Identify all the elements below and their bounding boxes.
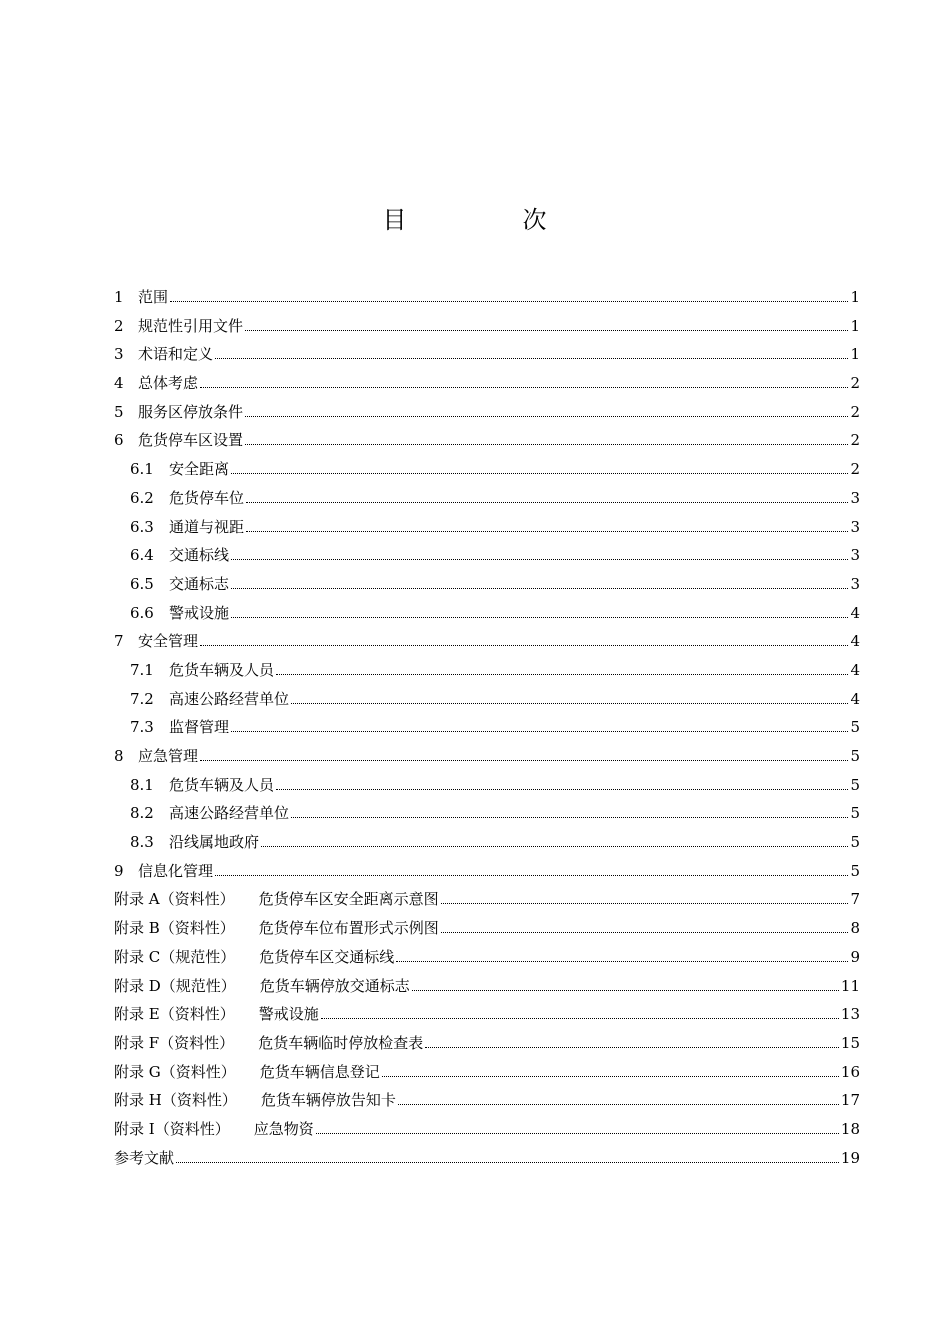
- toc-leader-dots: [441, 903, 849, 904]
- toc-entry-number: 附录 I（资料性）: [114, 1119, 230, 1138]
- toc-entry-title: 信息化管理: [138, 861, 214, 880]
- toc-entry-number: 6.2: [130, 488, 154, 507]
- toc-entry[interactable]: [114, 857, 860, 886]
- toc-entry-number: 7: [114, 632, 124, 651]
- toc-entry-title: 警戒设施: [169, 603, 230, 622]
- toc-entry[interactable]: [114, 885, 860, 914]
- toc-entry[interactable]: [114, 455, 860, 484]
- toc-entry[interactable]: [114, 1086, 860, 1115]
- toc-leader-dots: [261, 846, 848, 847]
- toc-entry-number: 6.3: [130, 517, 154, 536]
- toc-entry-title: 危货停车位布置形式示例图: [258, 919, 439, 938]
- toc-leader-dots: [200, 760, 848, 761]
- toc-entry-title: 高速公路经营单位: [169, 689, 290, 708]
- toc-entry[interactable]: [114, 914, 860, 943]
- toc-entry-title: 服务区停放条件: [138, 402, 244, 421]
- toc-entry-title: 交通标线: [169, 546, 230, 565]
- toc-entry-title: 应急物资: [253, 1119, 314, 1138]
- toc-entry-number: 附录 D（规范性）: [114, 976, 236, 995]
- toc-entry-number: 9: [114, 861, 124, 880]
- toc-entry-number: 8.2: [130, 804, 154, 823]
- toc-entry[interactable]: [114, 742, 860, 771]
- toc-entry-page: 3: [850, 574, 860, 593]
- toc-leader-dots: [291, 703, 848, 704]
- toc-leader-dots: [412, 990, 839, 991]
- toc-entry-title: 危货车辆及人员: [169, 775, 275, 794]
- toc-entry[interactable]: [114, 799, 860, 828]
- toc-entry-page: 5: [850, 747, 860, 765]
- toc-leader-dots: [425, 1047, 839, 1048]
- toc-entry-page: 2: [850, 402, 860, 421]
- toc-entry-title: 危货停车区交通标线: [259, 947, 395, 966]
- toc-entry-number: 6: [114, 431, 124, 450]
- toc-leader-dots: [200, 645, 848, 646]
- toc-entry-title: 通道与视距: [169, 517, 245, 536]
- toc-entry-page: 4: [850, 603, 860, 622]
- toc-entry-page: 4: [850, 660, 860, 679]
- toc-entry-page: 19: [840, 1148, 860, 1167]
- toc-entry-page: 13: [840, 1005, 860, 1024]
- toc-entry[interactable]: [114, 426, 860, 455]
- toc-entry-page: 3: [850, 517, 860, 536]
- toc-entry-title: 安全距离: [169, 460, 230, 479]
- toc-entry[interactable]: [114, 1144, 860, 1173]
- toc-entry[interactable]: [114, 541, 860, 570]
- toc-entry-number: 附录 F（资料性）: [114, 1033, 235, 1052]
- toc-entry-page: 5: [850, 775, 860, 794]
- toc-entry-title: 危货车辆及人员: [169, 660, 275, 679]
- toc-entry-number: 4: [114, 374, 124, 393]
- toc-leader-dots: [246, 502, 848, 503]
- toc-entry-page: 7: [850, 890, 860, 909]
- toc-entry-page: 4: [850, 689, 860, 708]
- toc-entry[interactable]: [114, 340, 860, 369]
- toc-entry[interactable]: [114, 312, 860, 341]
- toc-leader-dots: [231, 731, 848, 732]
- toc-entry[interactable]: [114, 599, 860, 628]
- toc-entry-number: 附录 B（资料性）: [114, 919, 235, 938]
- toc-entry-page: 15: [840, 1033, 860, 1052]
- toc-entry-number: 8.1: [130, 775, 154, 794]
- toc-entry-page: 16: [840, 1062, 860, 1081]
- toc-leader-dots: [382, 1076, 839, 1077]
- toc-entry-title: 术语和定义: [138, 345, 214, 364]
- toc-entry-number: 8: [114, 747, 124, 765]
- toc-leader-dots: [276, 789, 848, 790]
- toc-entry-page: 11: [840, 976, 860, 995]
- toc-entry-title: 危货车辆停放交通标志: [259, 976, 410, 995]
- toc-entry-page: 3: [850, 488, 860, 507]
- toc-leader-dots: [245, 444, 848, 445]
- toc-entry-number: 1: [114, 288, 124, 306]
- toc-entry-number: 7.2: [130, 689, 154, 708]
- toc-entry-number: 附录 E（资料性）: [114, 1005, 235, 1024]
- toc-entry-page: 1: [850, 316, 860, 335]
- toc-entry-number: 7.1: [130, 660, 154, 679]
- toc-entry-title: 高速公路经营单位: [169, 804, 290, 823]
- toc-entry-number: 6.4: [130, 546, 154, 565]
- toc-entry[interactable]: [114, 943, 860, 972]
- toc-entry-title: 危货车辆信息登记: [259, 1062, 380, 1081]
- toc-entry-page: 5: [850, 833, 860, 852]
- toc-leader-dots: [245, 416, 848, 417]
- toc-entry-page: 18: [840, 1119, 860, 1138]
- toc-entry[interactable]: [114, 484, 860, 513]
- toc-entry[interactable]: [114, 685, 860, 714]
- toc-entry-page: 5: [850, 718, 860, 737]
- toc-leader-dots: [231, 617, 848, 618]
- toc-entry-page: 17: [840, 1091, 860, 1110]
- toc-leader-dots: [396, 961, 848, 962]
- toc-entry-page: 2: [850, 460, 860, 479]
- toc-entry-title: 危货车辆临时停放检查表: [258, 1033, 424, 1052]
- toc-entry[interactable]: [114, 398, 860, 427]
- toc-entry[interactable]: [114, 1029, 860, 1058]
- toc-entry[interactable]: [114, 1115, 860, 1144]
- toc-leader-dots: [246, 531, 848, 532]
- toc-leader-dots: [398, 1104, 839, 1105]
- toc-entry-number: 5: [114, 402, 124, 421]
- toc-leader-dots: [245, 330, 848, 331]
- toc-leader-dots: [231, 588, 848, 589]
- toc-entry-title: 应急管理: [138, 747, 199, 765]
- toc-entry[interactable]: [114, 513, 860, 542]
- toc-entry-number: 8.3: [130, 833, 154, 852]
- toc-leader-dots: [215, 875, 848, 876]
- toc-entry-title: 危货车辆停放告知卡: [260, 1091, 396, 1110]
- toc-entry[interactable]: [114, 656, 860, 685]
- toc-entry-title: 危货停车位: [169, 488, 245, 507]
- toc-entry-page: 1: [850, 288, 860, 306]
- page-title: 目 次: [382, 206, 593, 234]
- toc-entry-title: 危货停车区设置: [138, 431, 244, 450]
- toc-entry[interactable]: [114, 627, 860, 656]
- toc-leader-dots: [170, 301, 848, 302]
- toc-entry-number: 附录 A（资料性）: [114, 890, 235, 909]
- toc-entry[interactable]: [114, 828, 860, 857]
- toc-entry-number: 6.1: [130, 460, 154, 479]
- toc-leader-dots: [200, 387, 848, 388]
- toc-entry[interactable]: [114, 972, 860, 1001]
- toc-entry-number: 3: [114, 345, 124, 364]
- toc-entry-page: 2: [850, 431, 860, 450]
- toc-entry-number: 附录 H（资料性）: [114, 1091, 237, 1110]
- toc-entry-title: 范围: [138, 288, 169, 306]
- toc-entry-page: 1: [850, 345, 860, 364]
- toc-entry-page: 2: [850, 374, 860, 393]
- toc-entry-title: 安全管理: [138, 632, 199, 651]
- toc-entry-page: 5: [850, 861, 860, 880]
- toc-entry[interactable]: [114, 771, 860, 800]
- toc-entry-title: 警戒设施: [258, 1005, 319, 1024]
- toc-entry[interactable]: [114, 283, 860, 312]
- toc-entry-number: 6.5: [130, 574, 154, 593]
- toc-entry[interactable]: [114, 570, 860, 599]
- toc-entry-title: 规范性引用文件: [138, 316, 244, 335]
- toc-leader-dots: [231, 473, 848, 474]
- toc-leader-dots: [291, 817, 848, 818]
- toc-entry[interactable]: [114, 713, 860, 742]
- toc-leader-dots: [231, 559, 848, 560]
- toc-entry-title: 交通标志: [169, 574, 230, 593]
- toc-entry-number: 7.3: [130, 718, 154, 737]
- toc-entry-page: 5: [850, 804, 860, 823]
- table-of-contents: [114, 283, 860, 1172]
- toc-entry-page: 8: [850, 919, 860, 938]
- toc-entry-number: 附录 C（规范性）: [114, 947, 236, 966]
- toc-leader-dots: [176, 1162, 839, 1163]
- toc-entry[interactable]: [114, 1058, 860, 1087]
- toc-entry[interactable]: [114, 369, 860, 398]
- toc-entry-number: 2: [114, 316, 124, 335]
- toc-entry-page: 3: [850, 546, 860, 565]
- toc-entry-title: 总体考虑: [138, 374, 199, 393]
- toc-leader-dots: [441, 932, 849, 933]
- toc-entry-number: 6.6: [130, 603, 154, 622]
- toc-entry-title: 参考文献: [114, 1148, 175, 1167]
- toc-entry-title: 监督管理: [169, 718, 230, 737]
- toc-leader-dots: [316, 1133, 839, 1134]
- toc-leader-dots: [276, 674, 848, 675]
- toc-leader-dots: [215, 358, 848, 359]
- toc-entry-number: 附录 G（资料性）: [114, 1062, 236, 1081]
- toc-entry-title: 危货停车区安全距离示意图: [258, 890, 439, 909]
- toc-entry-page: 4: [850, 632, 860, 651]
- toc-entry-page: 9: [850, 947, 860, 966]
- toc-entry-title: 沿线属地政府: [169, 833, 260, 852]
- toc-entry[interactable]: [114, 1000, 860, 1029]
- toc-leader-dots: [321, 1018, 839, 1019]
